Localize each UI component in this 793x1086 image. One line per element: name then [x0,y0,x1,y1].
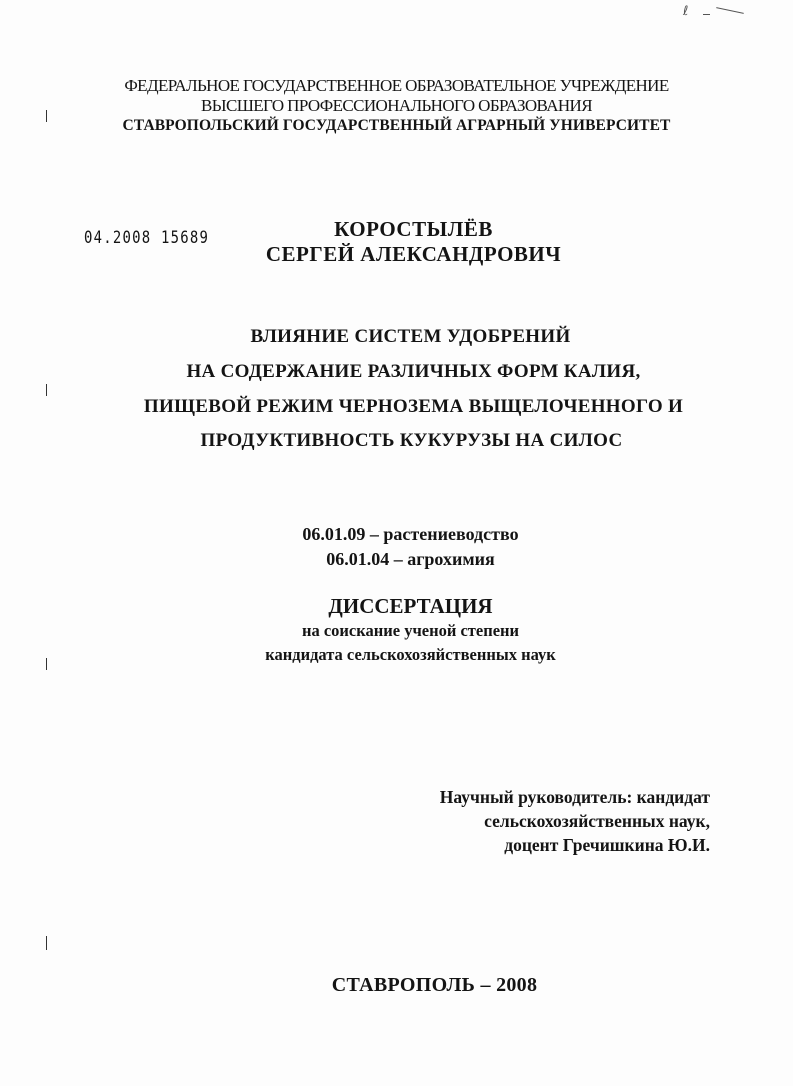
institution-line-1: ФЕДЕРАЛЬНОЕ ГОСУДАРСТВЕННОЕ ОБРАЗОВАТЕЛЬНОЕ УЧРЕЖДЕНИЕ [124,76,669,95]
title-line-4: ПРОДУКТИВНОСТЬ КУКУРУЗЫ НА СИЛОС [200,430,623,451]
degree-line-2: кандидата сельскохозяйственных наук [265,645,556,664]
scan-mark [46,936,47,950]
scan-mark: ℓ [683,4,689,19]
dissertation-heading: ДИССЕРТАЦИЯ [328,594,493,618]
institution-line-2: ВЫСШЕГО ПРОФЕССИОНАЛЬНОГО ОБРАЗОВАНИЯ [201,96,592,115]
registration-stamp: 04.2008 15689 [84,228,210,248]
scan-mark [46,384,47,396]
specialty-1: 06.01.09 – растениеводство [302,524,519,544]
supervisor-line-3: доцент Гречишкина Ю.И. [504,835,710,855]
university-name: СТАВРОПОЛЬСКИЙ ГОСУДАРСТВЕННЫЙ АГРАРНЫЙ УНИВЕРСИТЕТ [122,117,671,134]
scan-mark [716,7,744,14]
title-line-3: ПИЩЕВОЙ РЕЖИМ ЧЕРНОЗЕМА ВЫЩЕЛОЧЕННОГО И [143,396,684,417]
scan-mark [703,14,710,15]
city-year: СТАВРОПОЛЬ – 2008 [331,974,538,996]
supervisor-line-2: сельскохозяйственных наук, [484,811,710,831]
supervisor-line-1: Научный руководитель: кандидат [439,787,710,807]
author-name: СЕРГЕЙ АЛЕКСАНДРОВИЧ [265,242,562,266]
specialty-2: 06.01.04 – агрохимия [326,549,495,569]
title-line-2: НА СОДЕРЖАНИЕ РАЗЛИЧНЫХ ФОРМ КАЛИЯ, [186,361,641,382]
title-line-1: ВЛИЯНИЕ СИСТЕМ УДОБРЕНИЙ [250,326,571,347]
degree-line-1: на соискание ученой степени [301,621,520,640]
author-surname: КОРОСТЫЛЁВ [334,217,493,241]
